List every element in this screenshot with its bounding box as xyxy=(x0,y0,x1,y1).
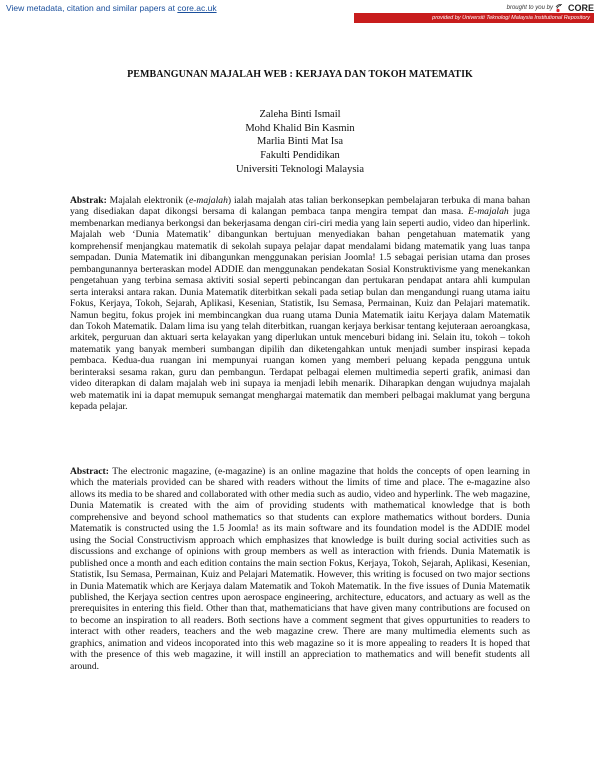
abstract-english xyxy=(70,466,530,672)
abstract-english-label: Abstract: xyxy=(70,466,109,477)
abstract-english-text: The electronic magazine, (e-magazine) is an online magazine that holds the concepts of open learning in which the materials provided can be shared with readers without the limits of time and place. The e-magazine also allows its media to be shared and collaborated with other media such as audio, video and hyperlink. The web magazine, Dunia Matematik is created with the aim of providing students with mathematical knowledge that is both comprehensive and beyond school mathematics so that students can explore mathematics without borders. Dunia Matematik is constructed using the 1.5 Joomla! as its main software and its foundation model is the ADDIE model using the Social Constructivism approach which emphasizes that knowledge is built during social activities such as discussions and exchange of opinions with group members as well as interaction with friends. Dunia Matematik is published once a month and each edition contains the main section Fokus, Kerjaya, Tokoh, Sejarah, Aplikasi, Kesenian, Statistik, Isu Semasa, Permainan, Kuiz and Pelajari Matematik. However, this writing is focused on two major sections in Dunia Matematik which are Kerjaya dalam Matematik and Tokoh Matematik. In the five issues of Dunia Matematik published, the Kerjaya section centres upon aerospace engineering, architecture, educators, and actuary as well as the prerequisites in entering this field. Other than that, mathematicians that have given many contributions are focused on to become an inspiration to all readers. Both sections have a comment segment that gives oppurtunities to readers to interact with other readers, teachers and the web magazine crew. There are many multimedia elements such as graphics, animation and videos incoporated into this web magazine so it is more appealing to readers It is hoped that with the presence of this web magazine, it will instill an appreciation to mathematics and will benefit students all around. xyxy=(70,466,530,672)
core-logo[interactable] xyxy=(555,3,594,13)
core-metadata-link[interactable] xyxy=(6,3,217,13)
author-block xyxy=(0,108,600,177)
abstract-malay-label: Abstrak: xyxy=(70,195,107,206)
author-university: Universiti Teknologi Malaysia xyxy=(236,163,364,175)
brought-text: brought to you by xyxy=(506,5,553,11)
abstract-malay-text: ) ialah majalah atas talian berkonsepkan pembelajaran terbuka di mana bahan yang disediakan dapat dikongsi bersama di kalangan pembaca tanpa mengira tempat dan masa. xyxy=(70,195,530,218)
paper-title: PEMBANGUNAN MAJALAH WEB : KERJAYA DAN TOKOH MATEMATIK xyxy=(127,69,473,80)
author-name: Mohd Khalid Bin Kasmin xyxy=(245,122,355,134)
abstract-malay-text: juga membenarkan medianya berkongsi dan bekerjasama dengan ciri-ciri media yang lain seperti audio, video dan hiperlink. Majalah web ‘Dunia Matematik’ dibangunkan bertujuan menyediakan bahan pengetahuan matematik yang komprehensif menjangkau matematik di sekolah supaya pelajar dapat mendalami bidang matematik yang luas tanpa sempadan. Dunia Matematik ini dibangunkan menggunakan perisian Joomla! 1.5 sebagai perisian utama dan proses pembangunannya berteraskan model ADDIE dan menggunakan pendekatan Sosial Konstruktivisme yang menekankan pengetahuan yang terbina semasa aktiviti sosial seperti pebincangan dan pertukaran pendapat antara ahli kumpulan serta interaksi antara rakan. Dunia Matematik diterbitkan sekali pada setiap bulan dan mengandungi ruang utama iaitu Fokus, Kerjaya, Tokoh, Sejarah, Aplikasi, Kesenian, Statistik, Isu Semasa, Permainan, Kuiz dan Pelajari matematik. Namun begitu, fokus projek ini membincangkan dua ruang utama Dunia Matematik iaitu Kerjaya dalam Matematik dan Tokoh Matematik. Dalam lima isu yang telah diterbitkan, ruangan kerjaya berkisar tentang kejuteraan aeroangkasa, arkitek, perguruan dan aktuari serta kelayakan yang diperlukan untuk menceburi bidang ini. Selain itu, tokoh – tokoh matematik yang banyak memberi sumbangan dipilih dan diketengahkan untuk menjadi sumber inspirasi kepada pembaca. Kedua-dua ruangan ini mempunyai ruangan komen yang memberi peluang kepada pengguna untuk berinteraksi sesama rakan, guru dan pembangun. Terdapat pelbagai elemen multimedia seperti grafik, animasi dan video diterapkan di dalam majalah web ini supaya ia menjadi lebih menarik. Diharapkan dengan wujudnya majalah web matematik ini ia dapat memupuk semangat menghargai matematik dan memberi pelbagai maklumat yang berguna kepada pelajar. xyxy=(70,206,530,413)
abstract-malay xyxy=(70,195,530,413)
provided-by-bar[interactable]: provided by Universiti Teknologi Malaysia Institutional Repository xyxy=(354,13,594,23)
core-link-text: View metadata, citation and similar papers at xyxy=(6,3,178,13)
core-brand: CORE xyxy=(567,3,594,13)
brought-to-you-by xyxy=(507,3,594,13)
core-logo-icon xyxy=(555,4,566,13)
abstract-malay-term: E-majalah xyxy=(468,206,509,218)
abstract-malay-text: Majalah elektronik ( xyxy=(109,195,189,206)
author-faculty: Fakulti Pendidikan xyxy=(260,150,340,162)
author-name: Marlia Binti Mat Isa xyxy=(256,136,344,148)
abstract-malay-term: e-majalah xyxy=(188,195,228,206)
core-banner xyxy=(0,0,600,26)
author-name: Zaleha Binti Ismail xyxy=(259,109,341,120)
core-link-domain[interactable]: core.ac.uk xyxy=(177,3,217,13)
